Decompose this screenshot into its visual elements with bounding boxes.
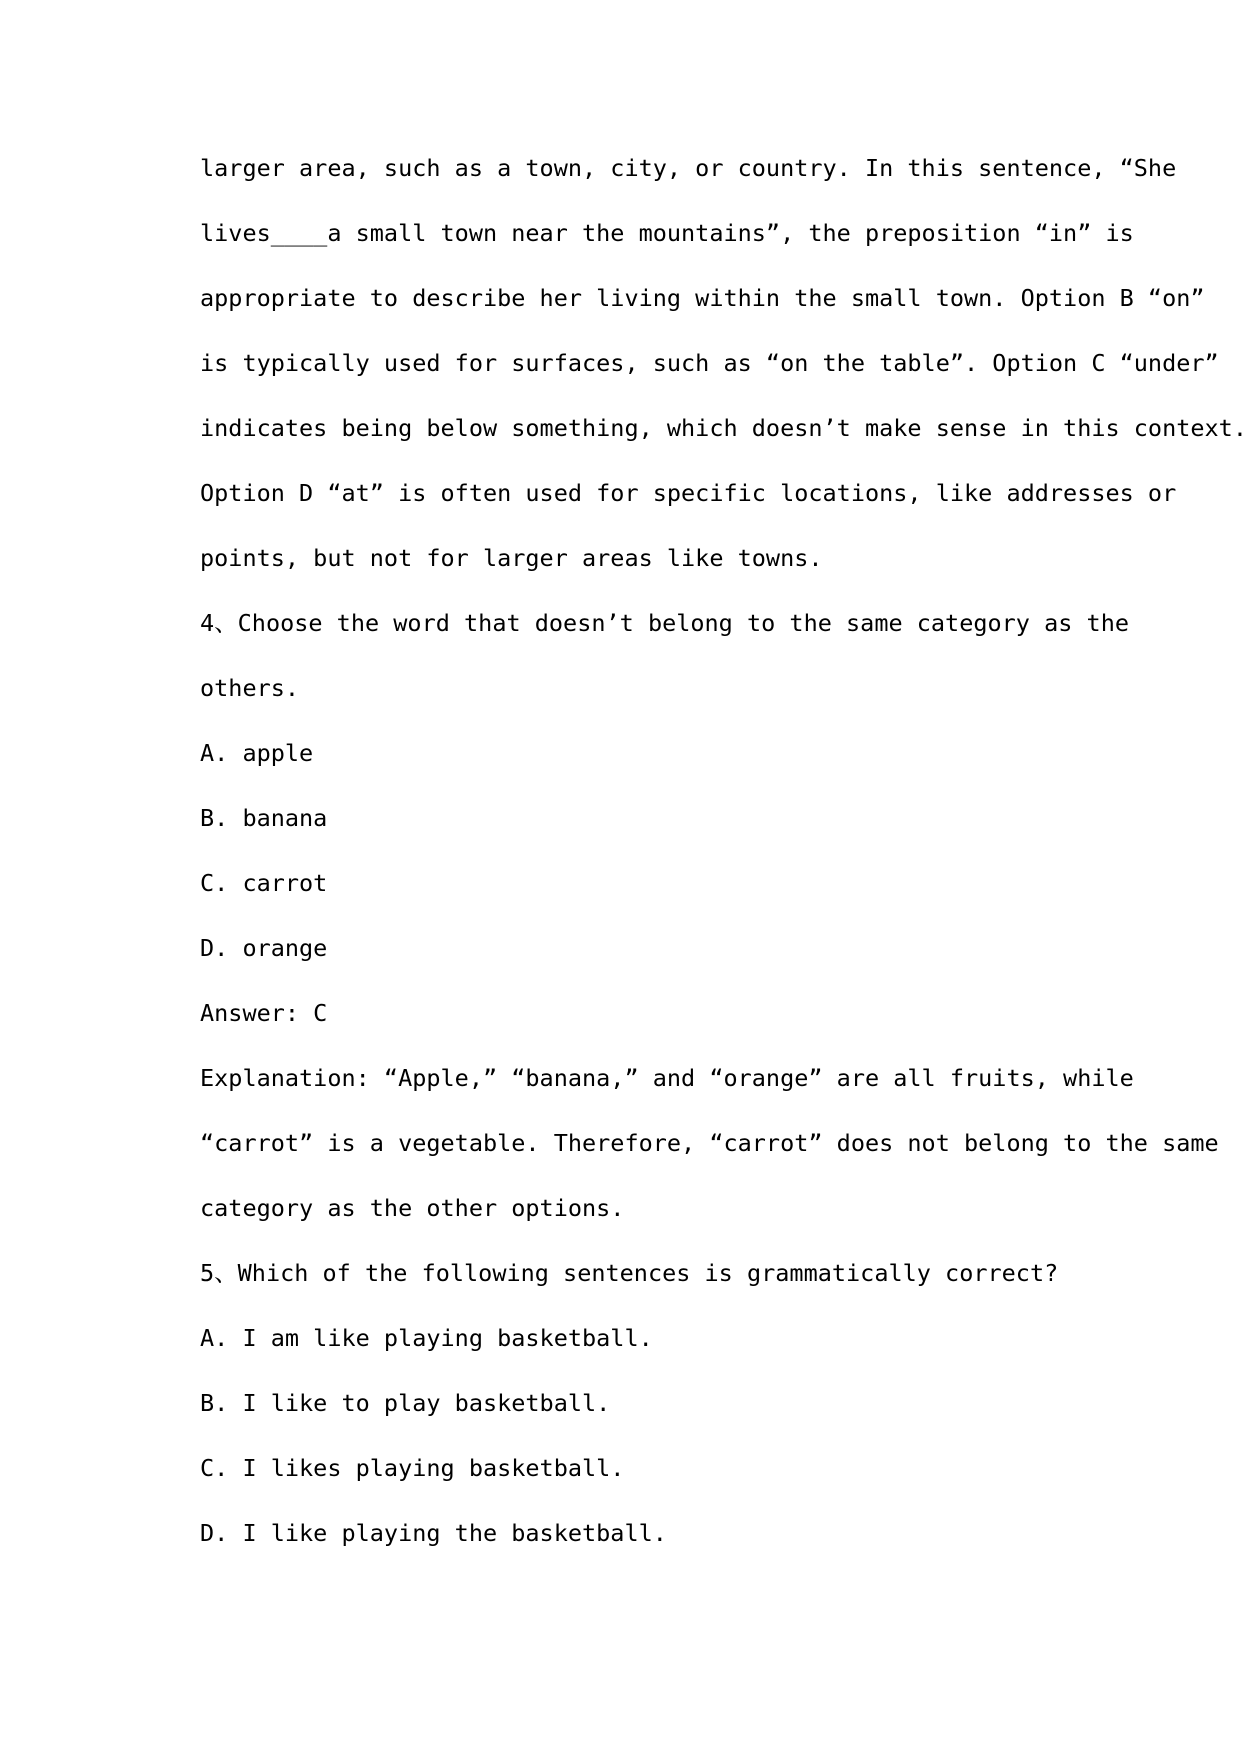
question-5-option-b: B. I like to play basketball.: [200, 1389, 611, 1417]
question-4-option-b: B. banana: [200, 804, 328, 832]
document-page: [200, 136, 1247, 1566]
question-5-text: 5、Which of the following sentences is grammatically correct?: [200, 1259, 1059, 1287]
question-5-option-c: C. I likes playing basketball.: [200, 1454, 625, 1482]
question-4-text: others.: [200, 674, 300, 702]
explanation-line: points, but not for larger areas like towns.: [200, 544, 823, 572]
question-4-explanation-line: category as the other options.: [200, 1194, 625, 1222]
explanation-line: lives____a small town near the mountains”, the preposition “in” is: [200, 219, 1134, 247]
question-4-option-a: A. apple: [200, 739, 314, 767]
question-4-explanation-line: “carrot” is a vegetable. Therefore, “carrot” does not belong to the same: [200, 1129, 1219, 1157]
explanation-line: is typically used for surfaces, such as “on the table”. Option C “under”: [200, 349, 1219, 377]
explanation-line: larger area, such as a town, city, or country. In this sentence, “She: [200, 154, 1177, 182]
question-4-text: 4、Choose the word that doesn’t belong to the same category as the: [200, 609, 1129, 637]
question-4-explanation-line: Explanation: “Apple,” “banana,” and “orange” are all fruits, while: [200, 1064, 1134, 1092]
question-4-option-c: C. carrot: [200, 869, 328, 897]
question-5-option-a: A. I am like playing basketball.: [200, 1324, 653, 1352]
explanation-line: indicates being below something, which doesn’t make sense in this context.: [200, 414, 1247, 442]
explanation-line: Option D “at” is often used for specific locations, like addresses or: [200, 479, 1177, 507]
question-4-option-d: D. orange: [200, 934, 328, 962]
question-5-option-d: D. I like playing the basketball.: [200, 1519, 667, 1547]
explanation-line: appropriate to describe her living within the small town. Option B “on”: [200, 284, 1205, 312]
question-4-answer: Answer: C: [200, 999, 328, 1027]
